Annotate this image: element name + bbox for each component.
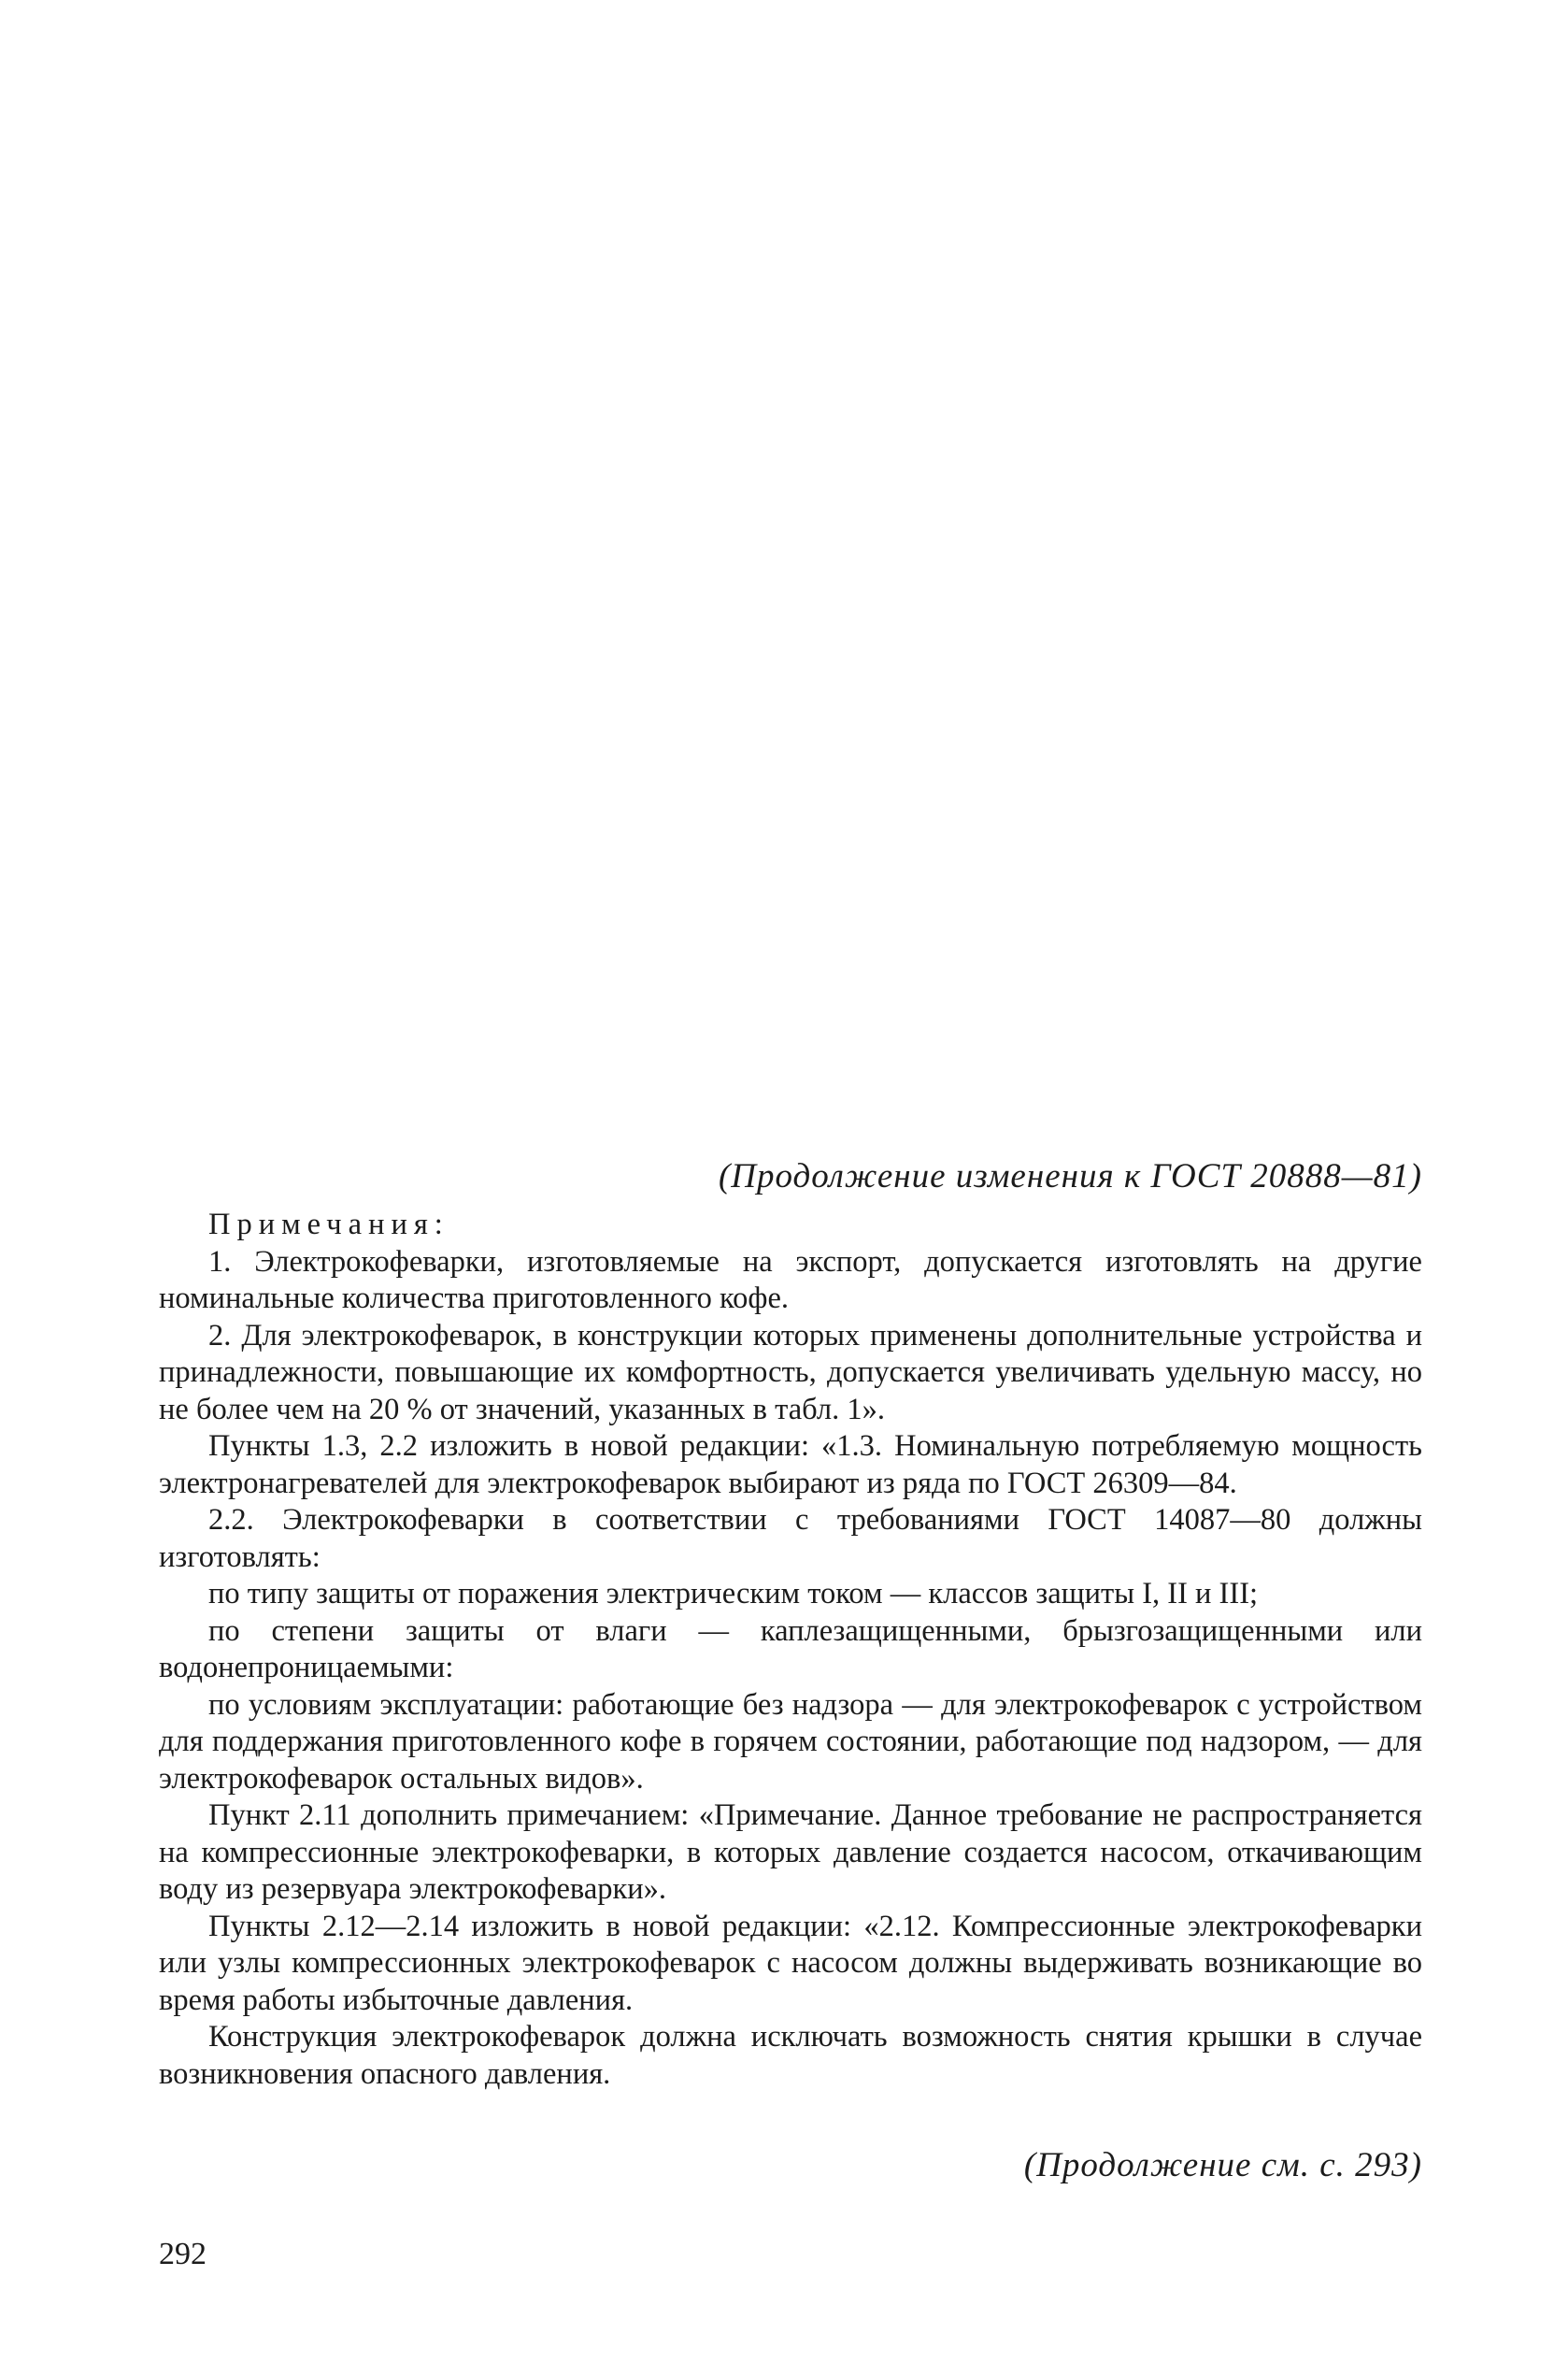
continuation-header: (Продолжение изменения к ГОСТ 20888—81) [718, 1157, 1422, 1195]
notes-heading: Примечания: [208, 1208, 449, 1241]
note-2-paragraph: 2. Для электрокофеварок, в конструкции которых применены дополнительные устройства и принадлежности, повышающие их комфортность, допускается увеличивать удельную массу, но не более чем на 20 % от значений, указанных в табл. 1». [159, 1318, 1422, 1426]
moisture-protection-paragraph: по степени защиты от влаги — каплезащищенными, брызгозащищенными или водонепроницаемыми: [159, 1613, 1422, 1684]
clause-2-2-paragraph: 2.2. Электрокофеварки в соответствии с требованиями ГОСТ 14087—80 должны изготовлять: [159, 1503, 1422, 1574]
clause-2-11-paragraph: Пункт 2.11 дополнить примечанием: «Примечание. Данное требование не распространяется на компрессионные электрокофеварки, в которых давление создается насосом, откачивающим воду из резервуара электрокофеварки». [159, 1798, 1422, 1906]
note-1-paragraph: 1. Электрокофеварки, изготовляемые на экспорт, допускается изготовлять на другие номинальные количества приготовленного кофе. [159, 1244, 1422, 1315]
document-body [159, 1207, 1422, 2093]
clause-2-12-paragraph: Пункты 2.12—2.14 изложить в новой редакции: «2.12. Компрессионные электрокофеварки или узлы компрессионных электрокофеварок с насосом должны выдерживать возникающие во время работы избыточные давления. [159, 1909, 1422, 2017]
protection-type-paragraph: по типу защиты от поражения электрическим током — классов защиты I, II и III; [208, 1577, 1259, 1610]
clause-1-3-paragraph: Пункты 1.3, 2.2 изложить в новой редакции: «1.3. Номинальную потребляемую мощность электронагревателей для электрокофеварок выбирают из ряда по ГОСТ 26309—84. [159, 1429, 1422, 1500]
construction-paragraph: Конструкция электрокофеварок должна исключать возможность снятия крышки в случае возникновения опасного давления. [159, 2020, 1422, 2091]
continuation-footer: (Продолжение см. с. 293) [1023, 2146, 1422, 2184]
page-number: 292 [159, 2237, 207, 2271]
operation-conditions-paragraph: по условиям эксплуатации: работающие без надзора — для электрокофеварок с устройством для поддержания приготовленного кофе в горячем состоянии, работающие под надзором, — для электрокофеварок остальных видов». [159, 1687, 1422, 1796]
